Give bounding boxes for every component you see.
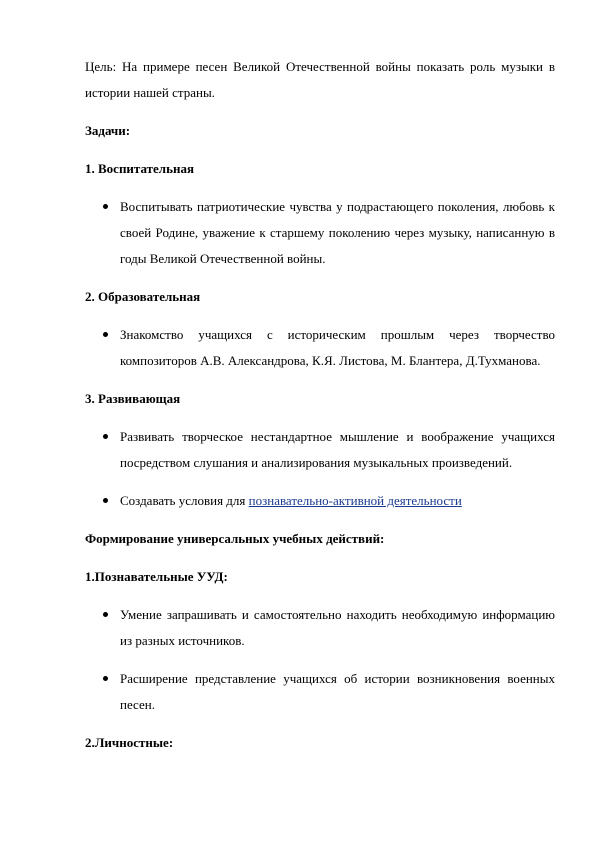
cognitive-activity-link[interactable]: познавательно-активной деятельности <box>248 493 462 508</box>
list-item: Воспитывать патриотические чувства у подрастающего поколения, любовь к своей Родине, уважение к старшему поколению через музыку, написанную в годы Великой Отечественной войны. <box>85 194 555 272</box>
bullet-icon <box>103 204 108 209</box>
uud-heading: Формирование универсальных учебных действий: <box>85 531 385 546</box>
bullet-icon <box>103 332 108 337</box>
bullet-list-educational <box>85 194 555 272</box>
list-item: Расширение представление учащихся об истории возникновения военных песен. <box>85 666 555 718</box>
list-item: Знакомство учащихся с историческим прошлым через творчество композиторов А.В. Александрова, К.Я. Листова, М. Блантера, Д.Тухманова. <box>85 322 555 374</box>
tasks-heading: Задачи: <box>85 123 131 138</box>
section-heading-learning: 2. Образовательная <box>85 289 201 304</box>
bullet-list-learning <box>85 322 555 374</box>
bullet-list-cognitive-uud <box>85 602 555 718</box>
bullet-icon <box>103 676 108 681</box>
document-content <box>85 54 555 768</box>
bullet-icon <box>103 498 108 503</box>
bullet-icon <box>103 612 108 617</box>
section-heading-personal: 2.Личностные: <box>85 735 174 750</box>
goal-paragraph: Цель: На примере песен Великой Отечественной войны показать роль музыки в истории нашей страны. <box>85 59 555 100</box>
bullet-list-developing <box>85 424 555 514</box>
section-heading-cognitive-uud: 1.Познавательные УУД: <box>85 569 228 584</box>
list-item: Умение запрашивать и самостоятельно находить необходимую информацию из разных источников. <box>85 602 555 654</box>
section-heading-educational: 1. Воспитательная <box>85 161 194 176</box>
list-item: Создавать условия для познавательно-активной деятельности <box>85 488 555 514</box>
section-heading-developing: 3. Развивающая <box>85 391 181 406</box>
bullet-icon <box>103 434 108 439</box>
list-item: Развивать творческое нестандартное мышление и воображение учащихся посредством слушания и анализирования музыкальных произведений. <box>85 424 555 476</box>
